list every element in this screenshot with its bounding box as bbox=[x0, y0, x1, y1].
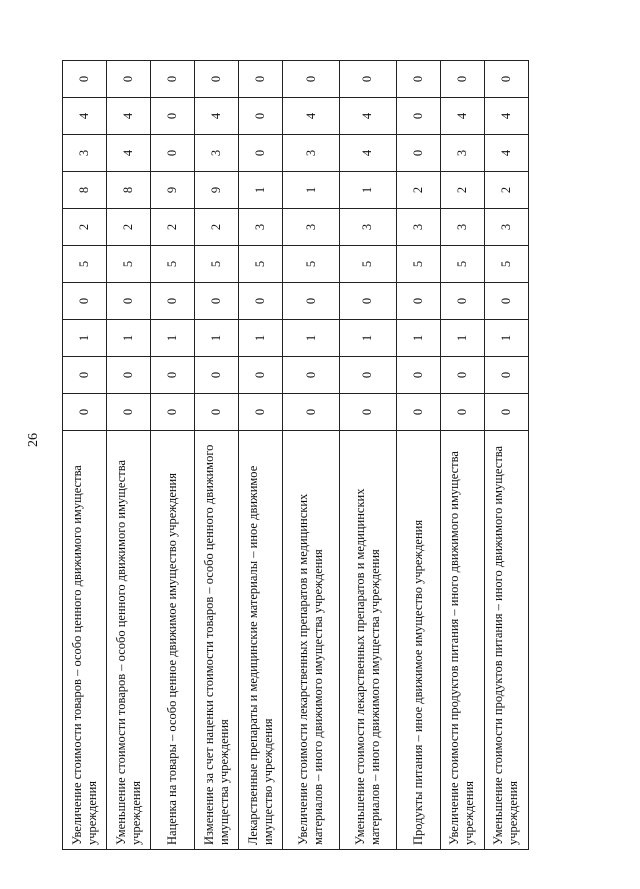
account-name-cell: Лекарственные препараты и медицинские материалы – иное движимое имущество учреждения bbox=[239, 431, 283, 850]
account-code-digit-cell: 0 bbox=[107, 357, 151, 394]
account-code-digit-cell: 3 bbox=[239, 209, 283, 246]
account-code-digit-cell: 0 bbox=[63, 61, 107, 98]
account-code-digit-cell: 1 bbox=[396, 320, 440, 357]
account-code-digit-cell: 0 bbox=[63, 394, 107, 431]
table-row bbox=[107, 61, 151, 850]
account-code-digit-cell: 1 bbox=[340, 320, 397, 357]
account-code-digit-cell: 1 bbox=[484, 320, 528, 357]
table-row bbox=[283, 61, 340, 850]
account-code-digit-cell: 0 bbox=[396, 357, 440, 394]
account-code-digit-cell: 0 bbox=[195, 357, 239, 394]
account-code-digit-cell: 0 bbox=[440, 61, 484, 98]
account-code-digit-cell: 0 bbox=[195, 283, 239, 320]
account-code-digit-cell: 0 bbox=[440, 357, 484, 394]
account-code-digit-cell: 9 bbox=[151, 172, 195, 209]
account-name-cell: Уменьшение стоимости продуктов питания – иного движимого имущества учреждения bbox=[484, 431, 528, 850]
account-code-digit-cell: 4 bbox=[484, 98, 528, 135]
accounts-table bbox=[62, 60, 529, 850]
account-code-digit-cell: 5 bbox=[440, 246, 484, 283]
account-code-digit-cell: 0 bbox=[396, 394, 440, 431]
account-code-digit-cell: 1 bbox=[283, 172, 340, 209]
account-code-digit-cell: 0 bbox=[440, 394, 484, 431]
account-code-digit-cell: 0 bbox=[396, 61, 440, 98]
account-code-digit-cell: 0 bbox=[340, 357, 397, 394]
account-code-digit-cell: 0 bbox=[107, 394, 151, 431]
account-code-digit-cell: 8 bbox=[107, 172, 151, 209]
account-name-cell: Увеличение стоимости продуктов питания – иного движимого имущества учреждения bbox=[440, 431, 484, 850]
account-code-digit-cell: 0 bbox=[239, 98, 283, 135]
account-name-cell: Увеличение стоимости товаров – особо ценного движимого имущества учреждения bbox=[63, 431, 107, 850]
account-code-digit-cell: 1 bbox=[283, 320, 340, 357]
account-code-digit-cell: 2 bbox=[484, 172, 528, 209]
account-code-digit-cell: 0 bbox=[195, 394, 239, 431]
account-code-digit-cell: 4 bbox=[107, 98, 151, 135]
account-name-cell: Уменьшение стоимости лекарственных препаратов и медицинских материалов – иного движимого имущества учреждения bbox=[340, 431, 397, 850]
account-code-digit-cell: 2 bbox=[396, 172, 440, 209]
account-code-digit-cell: 0 bbox=[151, 98, 195, 135]
account-code-digit-cell: 2 bbox=[63, 209, 107, 246]
account-code-digit-cell: 1 bbox=[63, 320, 107, 357]
account-code-digit-cell: 0 bbox=[239, 357, 283, 394]
table-row bbox=[195, 61, 239, 850]
account-name-cell: Продукты питания – иное движимое имущество учреждения bbox=[396, 431, 440, 850]
account-code-digit-cell: 1 bbox=[239, 172, 283, 209]
page-number: 26 bbox=[26, 433, 41, 447]
account-code-digit-cell: 0 bbox=[484, 61, 528, 98]
account-code-digit-cell: 8 bbox=[63, 172, 107, 209]
account-code-digit-cell: 0 bbox=[484, 394, 528, 431]
account-code-digit-cell: 1 bbox=[340, 172, 397, 209]
account-code-digit-cell: 5 bbox=[340, 246, 397, 283]
table-row bbox=[484, 61, 528, 850]
account-code-digit-cell: 0 bbox=[283, 61, 340, 98]
table-row bbox=[396, 61, 440, 850]
account-name-cell: Наценка на товары – особо ценное движимое имущество учреждения bbox=[151, 431, 195, 850]
table-row bbox=[151, 61, 195, 850]
account-code-digit-cell: 4 bbox=[63, 98, 107, 135]
account-name-cell: Изменение за счет наценки стоимости товаров – особо ценного движимого имущества учреждения bbox=[195, 431, 239, 850]
account-code-digit-cell: 3 bbox=[396, 209, 440, 246]
account-name-cell: Увеличение стоимости лекарственных препаратов и медицинских материалов – иного движимого имущества учреждения bbox=[283, 431, 340, 850]
account-code-digit-cell: 5 bbox=[239, 246, 283, 283]
account-code-digit-cell: 0 bbox=[151, 135, 195, 172]
table-row bbox=[239, 61, 283, 850]
account-code-digit-cell: 5 bbox=[484, 246, 528, 283]
account-code-digit-cell: 0 bbox=[396, 283, 440, 320]
account-code-digit-cell: 0 bbox=[151, 357, 195, 394]
account-code-digit-cell: 0 bbox=[151, 283, 195, 320]
table-row bbox=[440, 61, 484, 850]
account-code-digit-cell: 4 bbox=[195, 98, 239, 135]
account-code-digit-cell: 5 bbox=[195, 246, 239, 283]
account-code-digit-cell: 0 bbox=[239, 394, 283, 431]
account-code-digit-cell: 5 bbox=[63, 246, 107, 283]
account-code-digit-cell: 0 bbox=[239, 283, 283, 320]
account-code-digit-cell: 0 bbox=[283, 394, 340, 431]
account-code-digit-cell: 4 bbox=[340, 98, 397, 135]
account-code-digit-cell: 4 bbox=[440, 98, 484, 135]
account-code-digit-cell: 1 bbox=[239, 320, 283, 357]
account-code-digit-cell: 0 bbox=[484, 357, 528, 394]
account-code-digit-cell: 0 bbox=[239, 135, 283, 172]
account-code-digit-cell: 0 bbox=[195, 61, 239, 98]
account-code-digit-cell: 4 bbox=[340, 135, 397, 172]
account-code-digit-cell: 3 bbox=[283, 209, 340, 246]
account-code-digit-cell: 0 bbox=[63, 357, 107, 394]
account-code-digit-cell: 4 bbox=[283, 98, 340, 135]
account-code-digit-cell: 5 bbox=[396, 246, 440, 283]
account-code-digit-cell: 0 bbox=[340, 283, 397, 320]
account-code-digit-cell: 1 bbox=[151, 320, 195, 357]
account-code-digit-cell: 0 bbox=[151, 394, 195, 431]
account-code-digit-cell: 3 bbox=[63, 135, 107, 172]
account-code-digit-cell: 1 bbox=[107, 320, 151, 357]
account-code-digit-cell: 0 bbox=[239, 61, 283, 98]
account-code-digit-cell: 3 bbox=[195, 135, 239, 172]
table-row bbox=[340, 61, 397, 850]
account-name-cell: Уменьшение стоимости товаров – особо ценного движимого имущества учреждения bbox=[107, 431, 151, 850]
account-code-digit-cell: 3 bbox=[440, 135, 484, 172]
rotated-table-wrapper bbox=[62, 60, 529, 850]
account-code-digit-cell: 5 bbox=[151, 246, 195, 283]
account-code-digit-cell: 0 bbox=[107, 61, 151, 98]
account-code-digit-cell: 0 bbox=[151, 61, 195, 98]
account-code-digit-cell: 0 bbox=[63, 283, 107, 320]
account-code-digit-cell: 2 bbox=[107, 209, 151, 246]
account-code-digit-cell: 0 bbox=[440, 283, 484, 320]
account-code-digit-cell: 5 bbox=[283, 246, 340, 283]
account-code-digit-cell: 2 bbox=[195, 209, 239, 246]
account-code-digit-cell: 2 bbox=[440, 172, 484, 209]
account-code-digit-cell: 0 bbox=[484, 283, 528, 320]
account-code-digit-cell: 1 bbox=[440, 320, 484, 357]
account-code-digit-cell: 3 bbox=[484, 209, 528, 246]
account-code-digit-cell: 3 bbox=[440, 209, 484, 246]
account-code-digit-cell: 4 bbox=[484, 135, 528, 172]
account-code-digit-cell: 0 bbox=[396, 98, 440, 135]
account-code-digit-cell: 0 bbox=[283, 283, 340, 320]
account-code-digit-cell: 3 bbox=[283, 135, 340, 172]
account-code-digit-cell: 0 bbox=[396, 135, 440, 172]
account-code-digit-cell: 0 bbox=[283, 357, 340, 394]
account-code-digit-cell: 1 bbox=[195, 320, 239, 357]
account-code-digit-cell: 0 bbox=[340, 61, 397, 98]
account-code-digit-cell: 4 bbox=[107, 135, 151, 172]
account-code-digit-cell: 2 bbox=[151, 209, 195, 246]
account-code-digit-cell: 9 bbox=[195, 172, 239, 209]
account-code-digit-cell: 5 bbox=[107, 246, 151, 283]
account-code-digit-cell: 0 bbox=[107, 283, 151, 320]
account-code-digit-cell: 3 bbox=[340, 209, 397, 246]
account-code-digit-cell: 0 bbox=[340, 394, 397, 431]
table-row bbox=[63, 61, 107, 850]
